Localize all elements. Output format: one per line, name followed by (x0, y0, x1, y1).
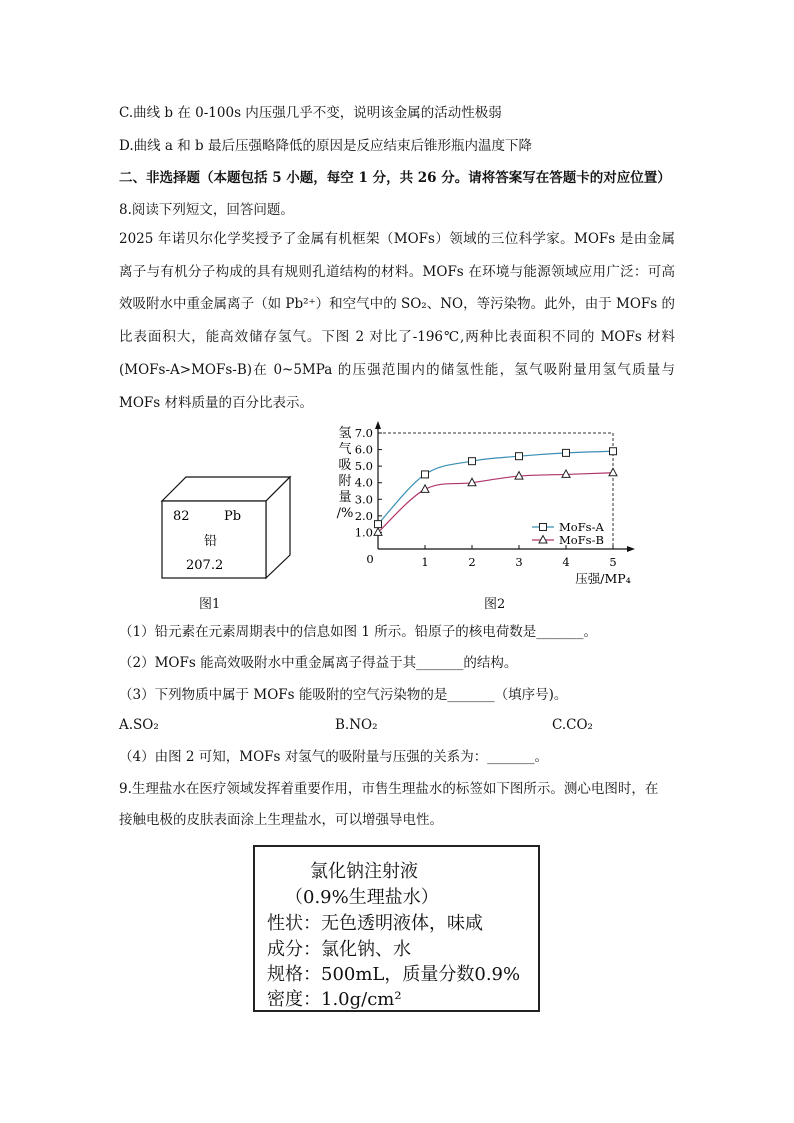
y-tick-label: 7.0 (354, 426, 373, 440)
question-9-line-2: 接触电极的皮肤表面涂上生理盐水，可以增强导电性。 (119, 812, 443, 828)
saline-subtitle: （0.9%生理盐水） (285, 887, 439, 908)
saline-title: 氯化钠注射液 (310, 861, 418, 882)
y-axis-arrow (375, 421, 381, 429)
figure-2-caption: 图2 (484, 597, 506, 612)
y-axis-label: 气 (338, 442, 352, 457)
data-point-square (375, 521, 382, 528)
origin-label: 0 (366, 552, 374, 566)
saline-composition: 成分：氯化钠、水 (267, 939, 411, 960)
figure-1-caption: 图1 (199, 597, 221, 612)
sub-question-4: （4）由图 2 可知，MOFs 对氢气的吸附量与压强的关系为：_______。 (119, 749, 548, 765)
atomic-number: 82 (173, 509, 190, 524)
y-axis-label: /% (336, 506, 354, 521)
sub-question-1: （1）铅元素在元素周期表中的信息如图 1 所示。铅原子的核电荷数是_______。 (119, 624, 598, 640)
figure-2-chart (325, 420, 645, 590)
x-tick-label: 5 (609, 555, 617, 569)
saline-property: 性状：无色透明液体，味咸 (267, 913, 483, 934)
data-point-square (422, 471, 429, 478)
y-tick-label: 6.0 (354, 442, 373, 457)
saline-label (253, 845, 540, 1012)
x-tick-label: 4 (562, 555, 570, 569)
sub-question-3: （3）下列物质中属于 MOFs 能吸附的空气污染物的是_______（填序号)。 (119, 687, 568, 703)
option-c-choice: C.CO₂ (552, 717, 593, 733)
legend-marker-square (540, 524, 547, 531)
data-point-square (516, 453, 523, 460)
y-axis-label: 吸 (338, 458, 352, 473)
saline-density: 密度：1.0g/cm² (267, 989, 402, 1010)
figure-1-lead-cube (160, 475, 300, 580)
y-axis-label: 氢 (338, 426, 352, 441)
x-tick-label: 3 (515, 555, 523, 569)
y-tick-label: 1.0 (354, 525, 373, 540)
y-tick-label: 4.0 (354, 475, 373, 490)
data-point-square (610, 448, 617, 455)
series-line-MoFs-A (378, 451, 613, 524)
y-tick-label: 3.0 (354, 492, 373, 507)
y-axis-label: 量 (338, 490, 352, 505)
legend-marker-triangle (539, 536, 547, 544)
element-name: 铅 (204, 534, 218, 549)
data-point-square (469, 458, 476, 465)
option-c: C.曲线 b 在 0-100s 内压强几乎不变，说明该金属的活动性极弱 (119, 105, 502, 121)
y-tick-label: 5.0 (354, 459, 373, 474)
option-b: B.NO₂ (335, 717, 378, 733)
legend-label: MoFs-B (559, 533, 604, 547)
section-heading: 二、非选择题（本题包括 5 小题，每空 1 分，共 26 分。请将答案写在答题卡的对应位置） (119, 170, 671, 186)
data-point-triangle (609, 468, 617, 476)
element-symbol: Pb (224, 509, 242, 524)
option-d: D.曲线 a 和 b 最后压强略降低的原因是反应结束后锥形瓶内温度下降 (119, 138, 532, 154)
y-axis-label: 附 (338, 474, 352, 489)
x-axis-label: 压强/MP₄ (575, 571, 631, 586)
data-point-triangle (562, 470, 570, 478)
x-tick-label: 1 (421, 555, 429, 569)
legend-label: MoFs-A (559, 520, 604, 534)
passage-text: 2025 年诺贝尔化学奖授予了金属有机框架（MOFs）领域的三位科学家。MOFs 是由金属离子与有机分子构成的具有规则孔道结构的材料。MOFs 在环境与能源领域应用广泛：可高效吸附水中重金属离子（如 Pb²⁺）和空气中的 SO₂、NO，等污染物。此外，由于 MOFs 的比表面积大，能高效储存氢气。下图 2 对比了-196℃,两种比表面积不同的 MOFs 材料(MOFs-A>MOFs-B)在 0~5MPa 的压强范围内的储氢性能，氢气吸附量用氢气质量与 MOFs 材料质量的百分比表示。 (119, 231, 675, 411)
atomic-mass: 207.2 (186, 558, 224, 573)
option-a: A.SO₂ (119, 717, 159, 733)
x-axis-arrow (627, 546, 635, 552)
sub-question-2: （2）MOFs 能高效吸附水中重金属离子得益于其_______的结构。 (119, 655, 518, 671)
saline-spec: 规格：500mL，质量分数0.9% (267, 964, 521, 985)
y-tick-label: 2.0 (354, 508, 373, 523)
data-point-square (563, 449, 570, 456)
question-9-line-1: 9.生理盐水在医疗领域发挥着重要作用，市售生理盐水的标签如下图所示。测心电图时，在 (119, 781, 659, 797)
x-tick-label: 2 (468, 555, 476, 569)
question-8-title: 8.阅读下列短文，回答问题。 (119, 202, 294, 218)
